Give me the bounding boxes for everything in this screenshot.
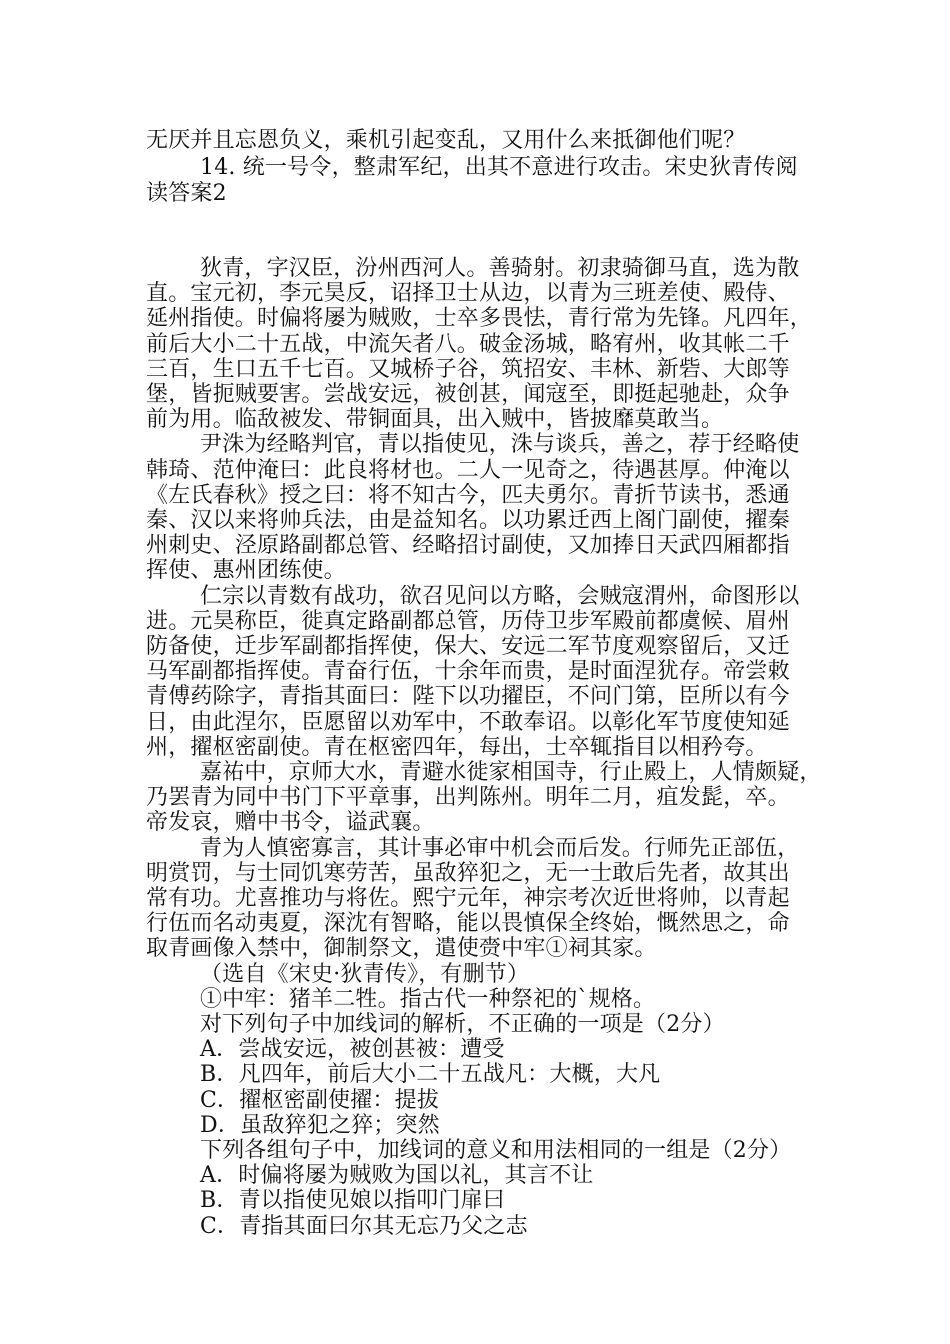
passage-line: 《左氏春秋》授之曰：将不知古今，匹夫勇尔。青折节读书，悉通 bbox=[146, 483, 790, 508]
passage-line: 秦、汉以来将帅兵法，由是益知名。以功累迁西上阁门副使，擢秦 bbox=[146, 508, 790, 533]
passage-line: 防备使，迁步军副都指挥使，保大、安远二军节度观察留后，又迁 bbox=[146, 634, 790, 659]
passage-line: 乃罢青为同中书门下平章事，出判陈州。明年二月，疽发髭，卒。 bbox=[146, 785, 790, 810]
passage-line: 取青画像入禁中，御制祭文，遣使赍中牢①祠其家。 bbox=[146, 936, 657, 961]
answer-option: C．青指其面曰尔其无忘乃父之志 bbox=[200, 1214, 528, 1239]
passage-line: 直。宝元初，李元昊反，诏择卫士从边，以青为三班差使、殿侍、 bbox=[146, 281, 790, 306]
passage-line: 狄青，字汉臣，汾州西河人。善骑射。初隶骑御马直，选为散 bbox=[200, 256, 800, 281]
passage-line: 行伍而名动夷夏，深沈有智略，能以畏慎保全终始，慨然思之，命 bbox=[146, 911, 790, 936]
passage-line: 三百，生口五千七百。又城桥子谷，筑招安、丰林、新砦、大郎等 bbox=[146, 357, 790, 382]
passage-line: 进。元昊称臣，徙真定路副都总管，历侍卫步军殿前都虞候、眉州 bbox=[146, 609, 790, 634]
answer-option: C．擢枢密副使擢：提拔 bbox=[200, 1088, 440, 1113]
passage-line: 州，擢枢密副使。青在枢密四年，每出，士卒辄指目以相矜夸。 bbox=[146, 735, 768, 760]
passage-line: 州刺史、泾原路副都总管、经略招讨副使，又加捧日天武四厢都指 bbox=[146, 533, 790, 558]
passage-line: 挥使、惠州团练使。 bbox=[146, 558, 346, 583]
passage-line: 青为人慎密寡言，其计事必审中机会而后发。行师先正部伍， bbox=[200, 836, 800, 861]
passage-line: 日，由此涅尔，臣愿留以劝军中，不敢奉诏。以彰化军节度使知延 bbox=[146, 710, 790, 735]
intro-line: 无厌并且忘恩负义，乘机引起变乱，又用什么来抵御他们呢？ bbox=[146, 128, 746, 153]
passage-line: 延州指使。时偏将屡为贼败，士卒多畏怯，青行常为先锋。凡四年， bbox=[146, 306, 813, 331]
answer-option: A．时偏将屡为贼败为国以礼，其言不让 bbox=[200, 1163, 594, 1188]
passage-line: 嘉祐中，京师大水，青避水徙家相国寺，行止殿上，人情颇疑， bbox=[200, 760, 822, 785]
footnote: ①中牢：猪羊二牲。指古代一种祭祀的`规格。 bbox=[200, 987, 656, 1012]
answer-option: D．虽敌猝犯之猝；突然 bbox=[200, 1113, 440, 1138]
passage-line: 仁宗以青数有战功，欲召见问以方略，会贼寇渭州，命图形以 bbox=[200, 584, 800, 609]
passage-line: 尹洙为经略判官，青以指使见，洙与谈兵，善之，荐于经略使 bbox=[200, 432, 800, 457]
answer-option: B．青以指使见娘以指叩门扉曰 bbox=[200, 1188, 505, 1213]
intro-line: 14. 统一号令，整肃军纪，出其不意进行攻击。宋史狄青传阅 bbox=[200, 155, 798, 180]
passage-line: 常有功。尤喜推功与将佐。熙宁元年，神宗考次近世将帅，以青起 bbox=[146, 886, 790, 911]
passage-line: 堡，皆扼贼要害。尝战安远，被创甚，闻寇至，即挺起驰赴，众争 bbox=[146, 382, 790, 407]
answer-option: A．尝战安远，被创甚被：遭受 bbox=[200, 1037, 505, 1062]
passage-line: 前为用。临敌被发、带铜面具，出入贼中，皆披靡莫敢当。 bbox=[146, 407, 724, 432]
passage-line: 帝发哀，赠中书令，谥武襄。 bbox=[146, 810, 435, 835]
passage-line: 明赏罚，与士同饥寒劳苦，虽敌猝犯之，无一士敢后先者，故其出 bbox=[146, 861, 790, 886]
question-prompt: 对下列句子中加线词的解析，不正确的一项是（2分） bbox=[200, 1012, 725, 1037]
question-prompt: 下列各组句子中，加线词的意义和用法相同的一组是（2分） bbox=[200, 1138, 792, 1163]
intro-line: 读答案2 bbox=[146, 181, 227, 206]
passage-line: 前后大小二十五战，中流矢者八。破金汤城，略宥州，收其帐二千 bbox=[146, 332, 790, 357]
passage-line: 马军副都指挥使。青奋行伍，十余年而贵，是时面涅犹存。帝尝敕 bbox=[146, 659, 790, 684]
passage-line: 青傅药除字，青指其面曰：陛下以功擢臣，不问门第，臣所以有今 bbox=[146, 684, 790, 709]
source-note: （选自《宋史·狄青传》，有删节） bbox=[200, 962, 530, 987]
answer-option: B．凡四年，前后大小二十五战凡：大概，大凡 bbox=[200, 1062, 661, 1087]
passage-line: 韩琦、范仲淹曰：此良将材也。二人一见奇之，待遇甚厚。仲淹以 bbox=[146, 458, 790, 483]
